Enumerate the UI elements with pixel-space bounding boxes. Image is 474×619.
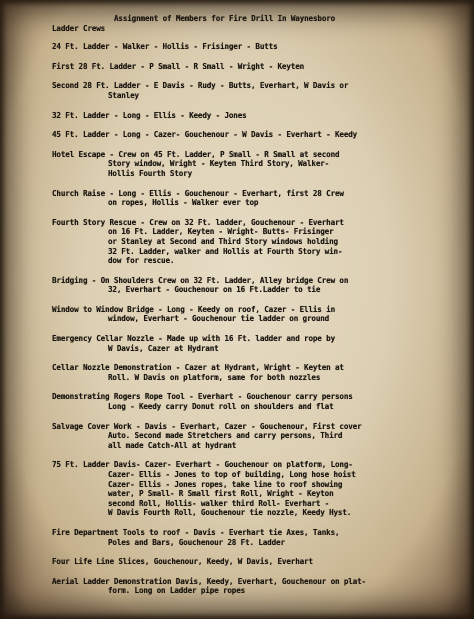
assignment-continuation-line: W Davis, Cazer at Hydrant <box>108 343 219 353</box>
assignment-entry <box>52 460 452 518</box>
assignment-line: Aerial Ladder Demonstration Davis, Keedy, Everhart, Gouchenour on plat- <box>52 576 366 586</box>
assignment-entry <box>52 130 452 140</box>
assignment-list <box>52 42 452 596</box>
assignment-entry <box>52 334 452 353</box>
assignment-line: Second 28 Ft. Ladder - E Davis - Rudy - Butts, Everhart, W Davis or <box>52 81 349 91</box>
assignment-entry <box>52 305 452 324</box>
assignment-line: 45 Ft. Ladder - Long - Cazer- Gouchenour - W Davis - Everhart - Keedy <box>52 130 358 140</box>
assignment-continuation-line: Auto. Second made Stretchers and carry persons, Third <box>108 431 343 441</box>
assignment-continuation-line: 32 Ft. Ladder, walker and Hollis at Fourth Story win- <box>108 246 343 256</box>
assignment-line: Cellar Nozzle Demonstration - Cazer at Hydrant, Wright - Keyten at <box>52 363 344 373</box>
assignment-entry <box>52 42 452 52</box>
assignment-continuation-line: all made Catch-All at hydrant <box>108 440 237 450</box>
assignment-continuation-line: form. Long on Ladder pipe ropes <box>108 586 246 596</box>
assignment-continuation-line: on ropes, Hollis - Walker ever top <box>108 198 259 208</box>
assignment-entry <box>52 392 452 411</box>
document-title: Assignment of Members for Fire Drill In Waynesboro <box>114 14 336 23</box>
assignment-continuation-line: Roll. W Davis on platform, same for both nozzles <box>108 372 321 382</box>
assignment-entry <box>52 111 452 121</box>
assignment-line: Demonstrating Rogers Rope Tool - Everhart - Gouchenour carry persons <box>52 392 353 402</box>
assignment-entry <box>52 81 452 100</box>
assignment-continuation-line: water, P Small- R Small first Roll, Wright - Keyton <box>108 489 334 499</box>
assignment-continuation-line: Poles and Bars, Gouchenour 28 Ft. Ladder <box>108 537 285 547</box>
assignment-line: Fourth Story Rescue - Crew on 32 Ft. ladder, Gouchenour - Everhart <box>52 217 344 227</box>
assignment-entry <box>52 363 452 382</box>
assignment-continuation-line: Cazer- Ellis - Jones to top of building, Long hose hoist <box>108 470 356 479</box>
assignment-line: Hotel Escape - Crew on 45 Ft. Ladder, P Small - R Small at second <box>52 149 340 159</box>
assignment-continuation-line: Stanley <box>108 90 139 100</box>
assignment-continuation-line: Hollis Fourth Story <box>108 168 193 178</box>
assignment-continuation-line: W Davis Fourth Roll, Gouchenour tie nozzle, Keedy Hyst. <box>108 508 352 518</box>
assignment-continuation-line: Cazer- Ellis - Jones ropes, take line to roof showing <box>108 479 343 489</box>
assignment-continuation-line: Story window, Wright - Keyten Third Story, Walker- <box>108 159 330 169</box>
assignment-line: Bridging - On Shoulders Crew on 32 Ft. Ladder, Alley bridge Crew on <box>52 275 349 285</box>
assignment-continuation-line: 32, Everhart - Gouchenour on 16 Ft.Ladder to tie <box>108 285 321 295</box>
assignment-line: Emergency Cellar Nozzle - Made up with 16 Ft. ladder and rope by <box>52 334 335 344</box>
document-body <box>52 14 452 606</box>
assignment-continuation-line: Long - Keedy carry Donut roll on shoulders and flat <box>108 402 334 412</box>
assignment-line: Four Life Line Slices, Gouchenour, Keedy, W Davis, Everhart <box>52 557 313 567</box>
assignment-line: Fire Department Tools to roof - Davis - Everhart tie Axes, Tanks, <box>52 527 340 537</box>
assignment-continuation-line: dow for rescue. <box>108 256 175 266</box>
assignment-entry <box>52 189 452 208</box>
assignment-entry <box>52 276 452 295</box>
assignment-entry <box>52 218 452 266</box>
assignment-entry <box>52 422 452 451</box>
assignment-line: Window to Window Bridge - Long - Keedy on roof, Cazer - Ellis in <box>52 304 335 314</box>
assignment-line: 24 Ft. Ladder - Walker - Hollis - Frisinger - Butts <box>52 42 278 52</box>
assignment-entry <box>52 62 452 72</box>
assignment-line: 32 Ft. Ladder - Long - Ellis - Keedy - Jones <box>52 110 247 120</box>
assignment-line: First 28 Ft. Ladder - P Small - R Small - Wright - Keyten <box>52 61 305 71</box>
assignment-continuation-line: on 16 Ft. Ladder, Keyten - Wright- Butts- Frisinger <box>108 227 334 237</box>
assignment-continuation-line: window, Everhart - Gouchenour tie ladder on ground <box>108 314 330 324</box>
assignment-line: Salvage Cover Work - Davis - Everhart, Cazer - Gouchenour, First cover <box>52 421 362 431</box>
assignment-entry <box>52 150 452 179</box>
assignment-entry <box>52 528 452 547</box>
assignment-entry <box>52 557 452 567</box>
assignment-line: 75 Ft. Ladder Davis- Cazer- Everhart - Gouchenour on platform, Long- <box>52 460 353 470</box>
assignment-entry <box>52 577 452 596</box>
assignment-line: Church Raise - Long - Ellis - Gouchenour - Everhart, first 28 Crew <box>52 188 344 198</box>
assignment-continuation-line: or Stanley at Second and Third Story windows holding <box>108 236 338 246</box>
assignment-continuation-line: second Roll, Hollis- walker third Roll- Everhart - <box>108 498 330 508</box>
section-heading: Ladder Crews <box>52 23 106 33</box>
